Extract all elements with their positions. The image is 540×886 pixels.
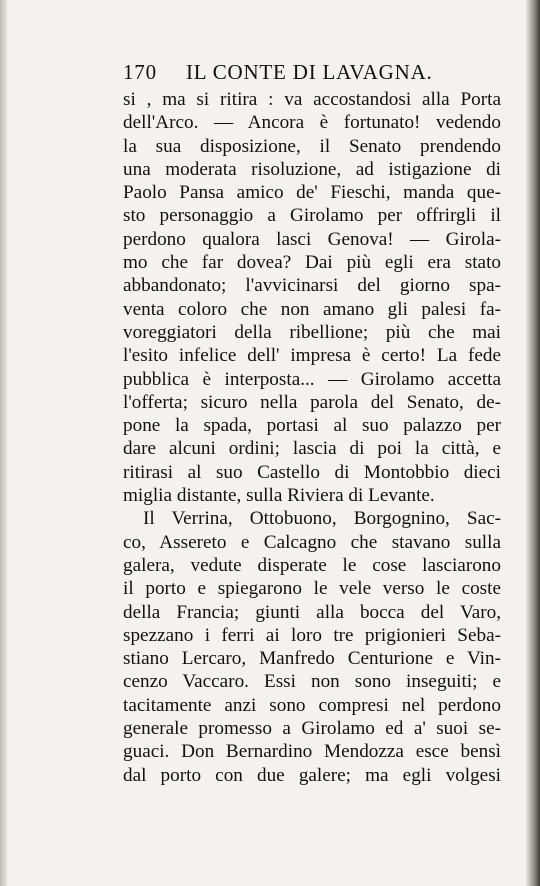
running-head bbox=[123, 60, 443, 90]
text-line: il porto e spiegarono le vele verso le coste bbox=[123, 578, 501, 600]
text-line: ritirasi al suo Castello di Montobbio dieci bbox=[123, 461, 501, 483]
page-number: 170 bbox=[123, 60, 157, 84]
body-text bbox=[123, 88, 501, 787]
text-line: della Francia; giunti alla bocca del Varo, bbox=[123, 601, 501, 623]
text-line: una moderata risoluzione, ad istigazione di bbox=[123, 158, 501, 180]
text-line: cenzo Vaccaro. Essi non sono inseguiti; e bbox=[123, 671, 501, 693]
text-line: l'esito infelice dell' impresa è certo! La fede bbox=[123, 345, 501, 367]
text-line: generale promesso a Girolamo ed a' suoi se- bbox=[123, 718, 501, 740]
page-edge-left bbox=[0, 0, 7, 886]
text-line: mo che far dovea? Dai più egli era stato bbox=[123, 252, 501, 274]
text-line: dell'Arco. — Ancora è fortunato! vedendo bbox=[123, 112, 501, 134]
text-line: l'offerta; sicuro nella parola del Senato, de- bbox=[123, 391, 501, 413]
text-line: spezzano i ferri ai loro tre prigionieri Seba- bbox=[123, 624, 501, 646]
text-line: dal porto con due galere; ma egli volgesi bbox=[123, 764, 501, 786]
text-line: abbandonato; l'avvicinarsi del giorno spa- bbox=[123, 275, 501, 297]
text-line: sto personaggio a Girolamo per offrirgli il bbox=[123, 205, 501, 227]
text-line: Il Verrina, Ottobuono, Borgognino, Sac- bbox=[143, 508, 501, 530]
text-line: miglia distante, sulla Riviera di Levante. bbox=[123, 485, 435, 507]
text-line: si , ma si ritira : va accostandosi alla Porta bbox=[123, 89, 501, 110]
text-line: Paolo Pansa amico de' Fieschi, manda que- bbox=[123, 182, 501, 204]
text-line: la sua disposizione, il Senato prendendo bbox=[123, 135, 501, 157]
running-title: IL CONTE DI LAVAGNA. bbox=[186, 60, 433, 84]
text-line: pone la spada, portasi al suo palazzo per bbox=[123, 415, 501, 437]
text-line: voreggiatori della ribellione; più che mai bbox=[123, 321, 501, 343]
page-edge-right bbox=[526, 0, 540, 886]
text-line: co, Assereto e Calcagno che stavano sulla bbox=[123, 531, 501, 553]
text-line: galera, vedute disperate le cose lasciarono bbox=[123, 554, 501, 576]
text-line: tacitamente anzi sono compresi nel perdono bbox=[123, 694, 501, 716]
text-line: guaci. Don Bernardino Mendozza esce bensì bbox=[123, 741, 501, 763]
text-line: dare alcuni ordini; lascia di poi la città, e bbox=[123, 438, 501, 460]
text-line: venta coloro che non amano gli palesi fa- bbox=[123, 298, 501, 320]
text-line: pubblica è interposta... — Girolamo accetta bbox=[123, 368, 501, 390]
text-line: perdono qualora lasci Genova! — Girola- bbox=[123, 228, 501, 250]
text-line: stiano Lercaro, Manfredo Centurione e Vin- bbox=[123, 648, 501, 670]
